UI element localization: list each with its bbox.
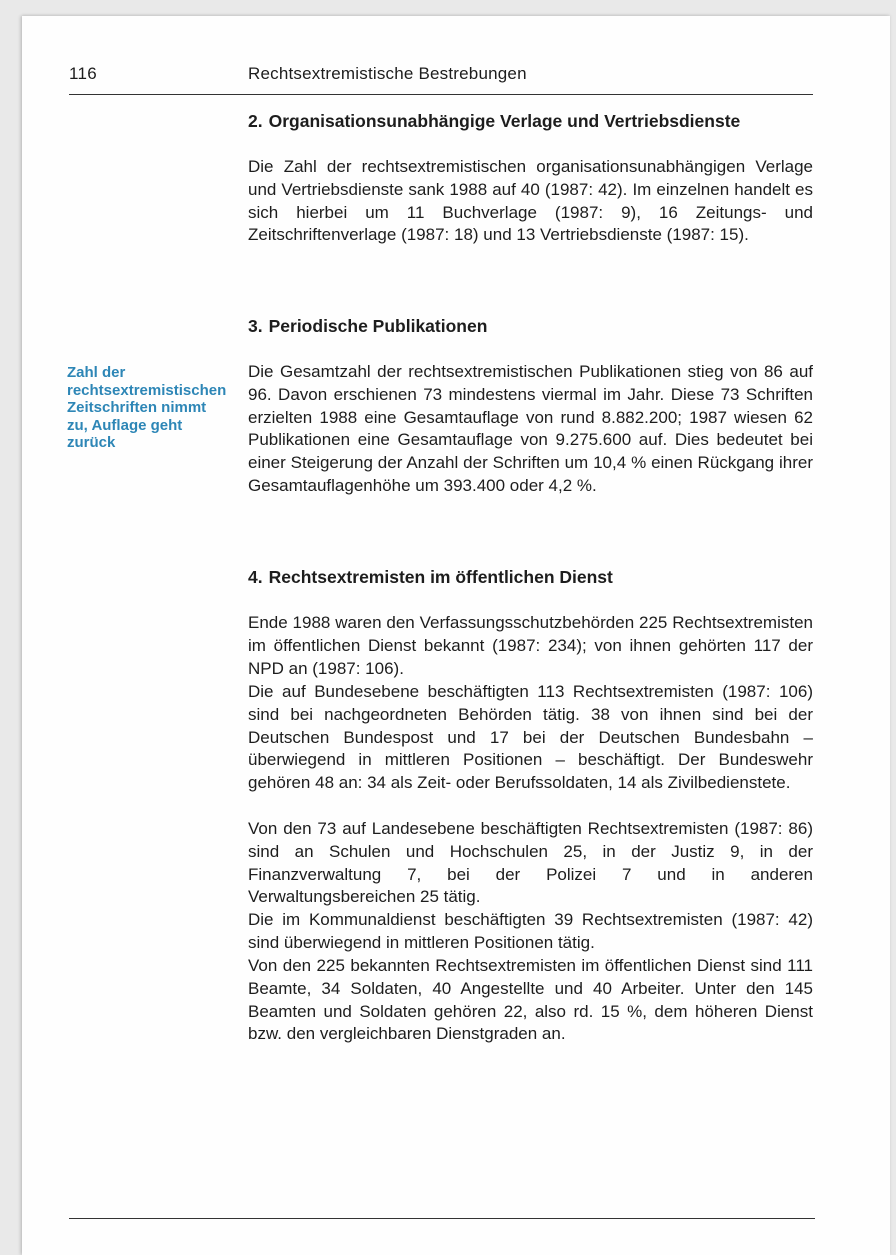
page-number: 116 (69, 64, 98, 83)
margin-note: Zahl der rechtsextremistischen Zeitschriften nimmt zu, Auflage geht zurück (67, 364, 227, 451)
section-number: 3. (248, 316, 263, 336)
section-title: Organisationsunabhängige Verlage und Vertriebsdienste (268, 111, 741, 131)
section-number: 4. (248, 567, 263, 587)
section-heading-3 (248, 316, 487, 337)
section-3-paragraph-1: Die Gesamtzahl der rechtsextremistischen Publikationen stieg von 86 auf 96. Davon erschienen 73 mindestens viermal im Jahr. Diese 73 Schriften erzielten 1988 eine Gesamtauflage von rund 8.882.200; 1987 wiesen 62 Publikationen eine Gesamtauflage von 9.275.600 auf. Dies bedeutet bei einer Steigerung der Anzahl der Schriften um 10,4 % einen Rückgang ihrer Gesamtauflagenhöhe um 393.400 oder 4,2 %. (248, 362, 813, 495)
section-title: Periodische Publikationen (268, 316, 488, 336)
header-rule (69, 94, 813, 95)
section-heading-4 (248, 567, 613, 588)
section-4-paragraph-5: Von den 225 bekannten Rechtsextremisten im öffentlichen Dienst sind 111 Beamte, 34 Soldaten, 40 Angestellte und 40 Arbeiter. Unter den 145 Beamten und Soldaten gehören 22, also rd. 15 %, dem höheren Dienst bzw. den vergleichbaren Dienstgraden an. (248, 956, 813, 1044)
section-number: 2. (248, 111, 263, 131)
footer-rule (69, 1218, 815, 1219)
section-title: Rechtsextremisten im öffentlichen Dienst (268, 567, 613, 587)
section-4-paragraph-2: Die auf Bundesebene beschäftigten 113 Rechtsextremisten (1987: 106) sind bei nachgeordneten Behörden tätig. 38 von ihnen sind bei der Deutschen Bundespost und 17 bei der Deutschen Bundesbahn – überwiegend in mittleren Positionen – beschäftigt. Der Bundeswehr gehören 48 an: 34 als Zeit- oder Berufssoldaten, 14 als Zivilbedienstete. (248, 682, 813, 793)
running-head: Rechtsextremistische Bestrebungen (248, 64, 527, 83)
section-4-paragraph-3: Von den 73 auf Landesebene beschäftigten Rechtsextremisten (1987: 86) sind an Schulen und Hochschulen 25, in der Justiz 9, in der Finanzverwaltung 7, bei der Polizei 7 und in anderen Verwaltungsbereichen 25 tätig. (248, 819, 813, 907)
section-heading-2 (248, 111, 740, 132)
section-4-paragraph-1: Ende 1988 waren den Verfassungsschutzbehörden 225 Rechtsextremisten im öffentlichen Dienst bekannt (1987: 234); von ihnen gehörten 117 der NPD an (1987: 106). (248, 613, 813, 678)
section-2-paragraph-1: Die Zahl der rechtsextremistischen organisationsunabhängigen Verlage und Vertriebsdienste sank 1988 auf 40 (1987: 42). Im einzelnen handelt es sich hierbei um 11 Buchverlage (1987: 9), 16 Zeitungs- und Zeitschriftenverlage (1987: 18) und 13 Vertriebsdienste (1987: 15). (248, 157, 813, 245)
section-4-paragraph-4: Die im Kommunaldienst beschäftigten 39 Rechtsextremisten (1987: 42) sind überwiegend in mittleren Positionen tätig. (248, 910, 813, 952)
